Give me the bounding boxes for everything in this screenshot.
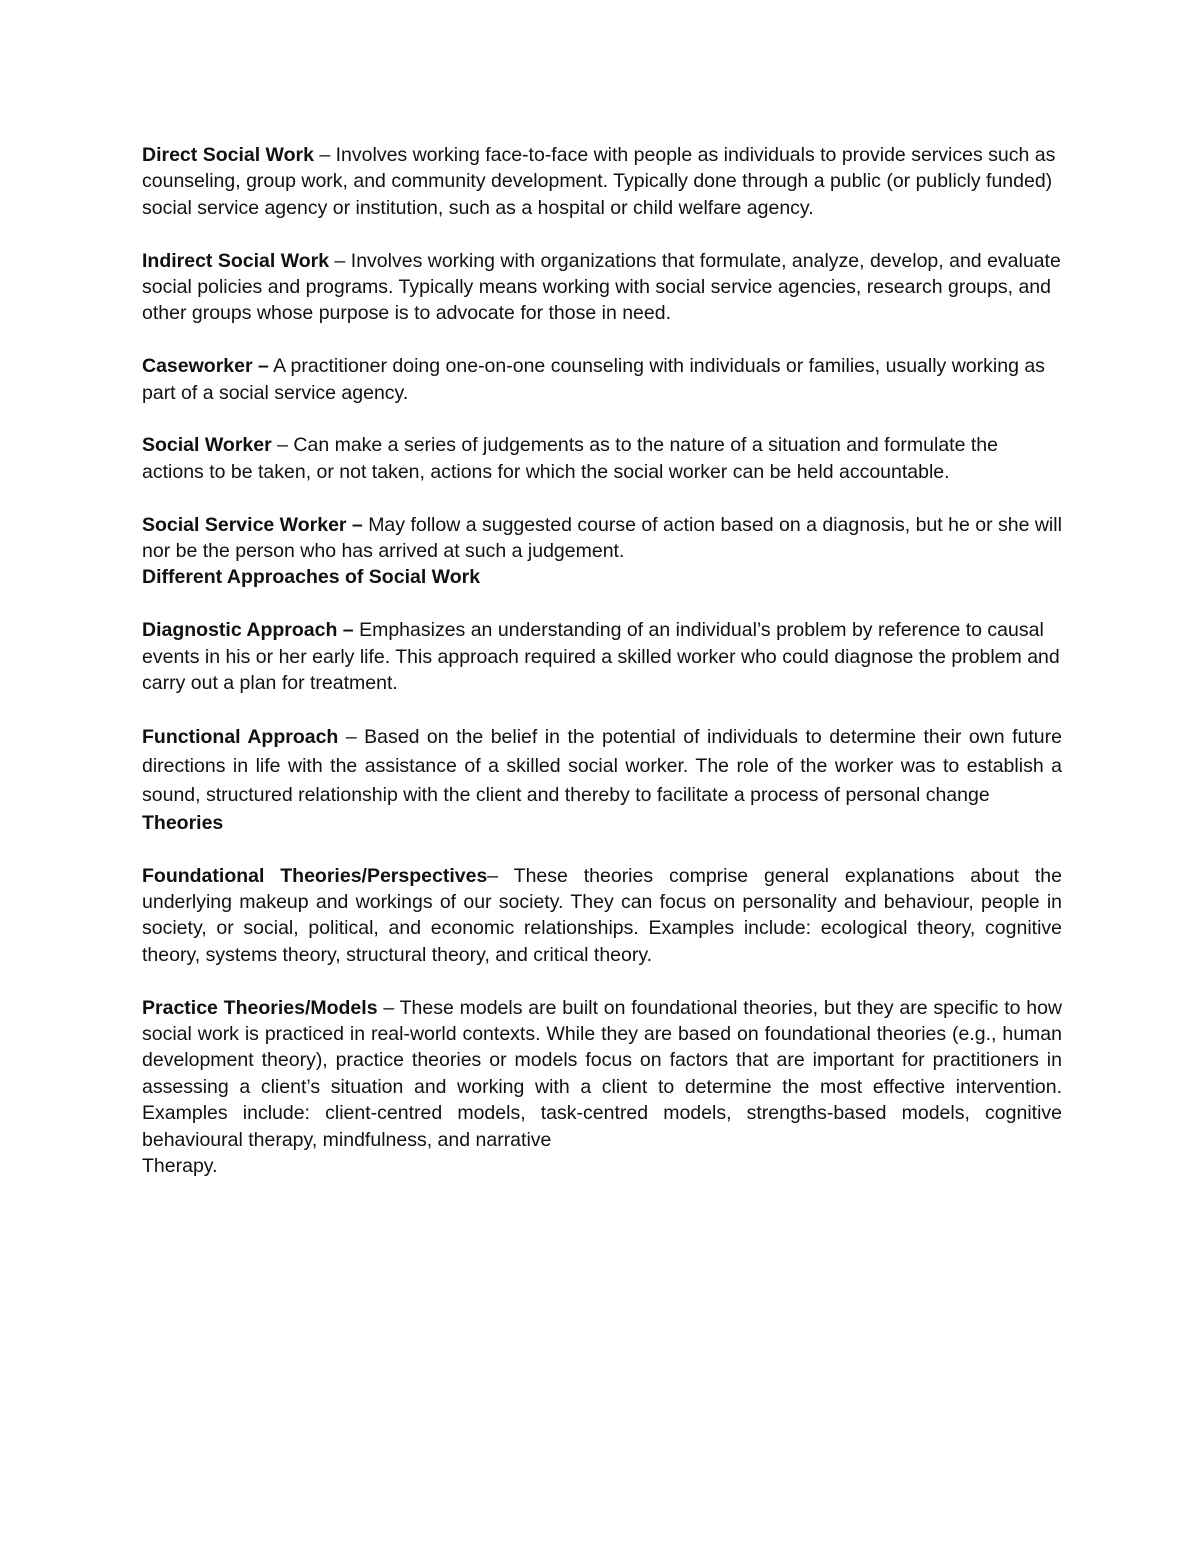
definition-text: Involves working with organizations that formulate, analyze, develop, and evaluate social policies and programs. Typically means working with social service agencies, research groups, and other groups whose purpose is to advocate for those in need. [142, 249, 1061, 325]
definition-text: These theories comprise general explanations about the underlying makeup and workings of our society. They can focus on personality and behaviour, people in society, or social, political, and economic relationships. Examples include: ecological theory, cognitive theory, systems theory, structural theory, and critical theory. [142, 864, 1063, 966]
definition-diagnostic-approach [142, 617, 1062, 696]
definition-text: A practitioner doing one-on-one counseling with individuals or families, usually working as part of a social service agency. [142, 355, 1045, 404]
section-heading-theories: Theories [142, 811, 224, 834]
definition-practice-theories [142, 995, 1062, 1153]
term: Social Worker [142, 434, 272, 457]
term: Practice Theories/Models [142, 996, 378, 1019]
definition-foundational-theories [142, 863, 1062, 969]
definition-text: Involves working face-to-face with people as individuals to provide services such as counseling, group work, and community development. Typically done through a public (or publicly funded) social service agency or institution, such as a hospital or child welfare agency. [142, 144, 1056, 219]
definition-text: May follow a suggested course of action based on a diagnosis, but he or she will nor be the person who has arrived at such a judgement. [142, 513, 1062, 563]
definition-text: Can make a series of judgements as to the nature of a situation and formulate the actions to be taken, or not taken, actions for which the social worker can be held accountable. [142, 434, 998, 483]
separator: – [487, 864, 514, 887]
definition-text: These models are built on foundational theories, but they are specific to how social work is practiced in real-world contexts. While they are based on foundational theories (e.g., human development theory), practice theories or models focus on factors that are important for practitioners in assessing a client’s situation and working with a client to determine the most effective intervention. Examples include: client-centred models, task-centred models, strengths-based models, cognitive behavioural therapy, mindfulness, and narrative [142, 996, 1063, 1151]
definition-practice-theories-tail: Therapy. [142, 1155, 218, 1178]
term: Foundational Theories/Perspectives [142, 864, 488, 887]
term: Caseworker – [142, 355, 269, 378]
separator: – [271, 434, 294, 457]
definition-text: Emphasizes an understanding of an individual’s problem by reference to causal events in his or her early life. This approach required a skilled worker who could diagnose the problem and carry out a plan for treatment. [142, 619, 1060, 695]
separator: – [329, 249, 351, 272]
definition-social-worker [142, 432, 1062, 485]
separator: – [338, 725, 365, 748]
definition-text: Based on the belief in the potential of individuals to determine their own future directions in life with the assistance of a skilled social worker. The role of the worker was to establish a sound, structured relationship with the client and thereby to facilitate a process of personal change [142, 725, 1062, 806]
term: Diagnostic Approach – [142, 619, 354, 642]
definition-direct-social-work [142, 142, 1062, 221]
term: Functional Approach [142, 725, 339, 748]
definition-functional-approach [142, 723, 1062, 810]
section-heading-approaches: Different Approaches of Social Work [142, 566, 481, 589]
separator: – [313, 144, 336, 166]
separator: – [377, 996, 400, 1019]
term: Direct Social Work [142, 144, 314, 166]
document-body [142, 142, 1062, 1180]
definition-social-service-worker [142, 512, 1062, 565]
definition-caseworker [142, 353, 1062, 406]
definition-indirect-social-work [142, 248, 1062, 327]
term: Indirect Social Work [142, 249, 330, 272]
term: Social Service Worker – [142, 513, 363, 536]
